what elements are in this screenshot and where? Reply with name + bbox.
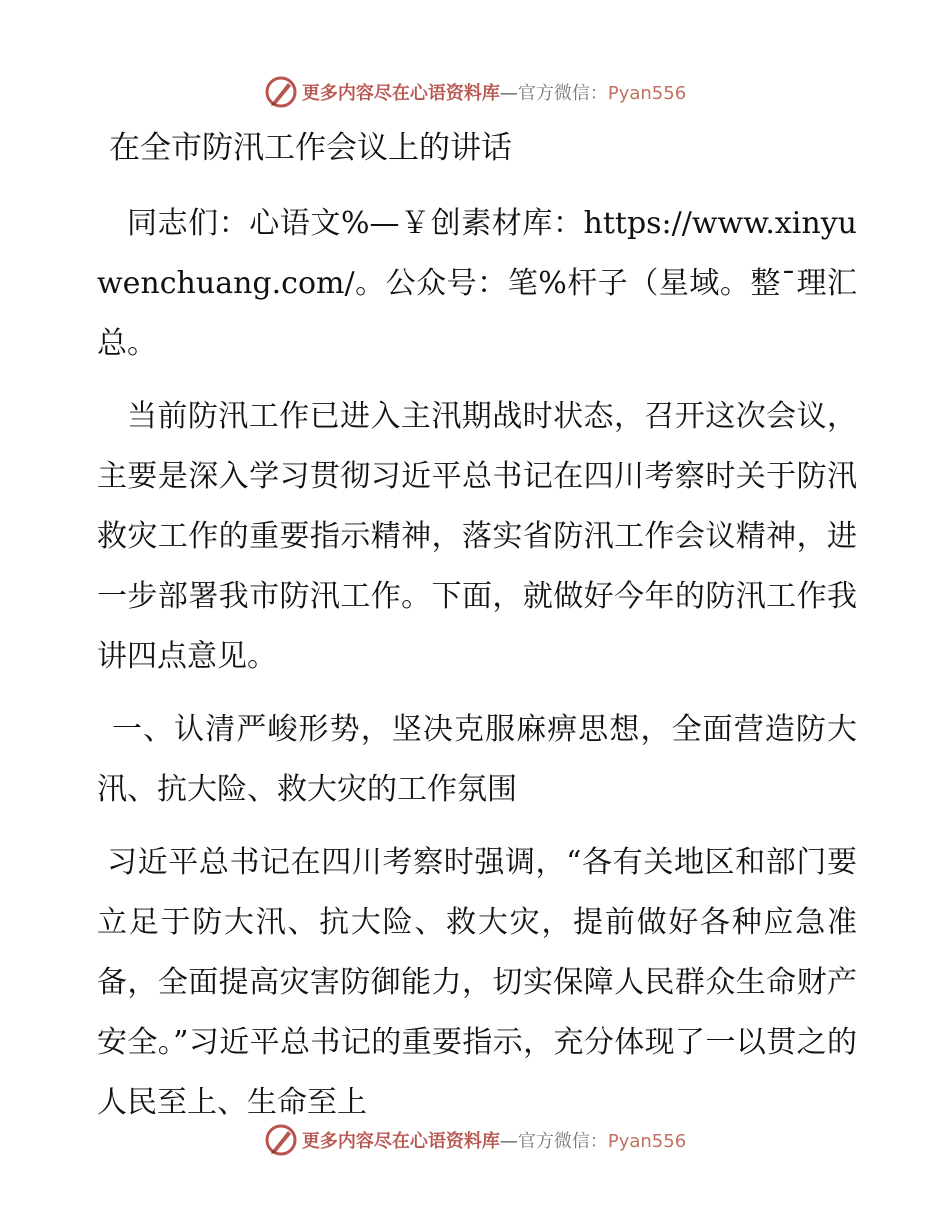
paragraph-body: 习近平总书记在四川考察时强调，“各有关地区和部门要立足于防大汛、抗大险、救大灾，提前做好各种应急准备，全面提高灾害防御能力，切实保障人民群众生命财产安全。”习近平总书记的重要指示，充分体现了一以贯之的人民至上、生命至上 [97,845,857,1120]
footer-banner [0,1120,950,1160]
document-title: 在全市防汛工作会议上的讲话 [109,130,512,166]
paragraph-greeting: 同志们：心语文%—￥创素材库：https://www.xinyuwenchuang.com/。公众号：笔%杆子（星域。整¯理汇总。 [97,206,857,361]
pen-logo-icon [264,1123,298,1157]
banner-text: 更多内容尽在心语资料库—官方微信：Pyan556 [301,83,687,104]
section-heading-1: 一、认清严峻形势，坚决克服麻痹思想，全面营造防大汛、抗大险、救大灾的工作氛围 [97,712,857,807]
banner-text: 更多内容尽在心语资料库—官方微信：Pyan556 [301,1131,687,1152]
paragraph-intro: 当前防汛工作已进入主汛期战时状态，召开这次会议，主要是深入学习贯彻习近平总书记在四川考察时关于防汛救灾工作的重要指示精神，落实省防汛工作会议精神，进一步部署我市防汛工作。下面，就做好今年的防汛工作我讲四点意见。 [97,399,857,674]
header-banner [0,72,950,112]
document-body [97,122,857,1146]
pen-logo-icon [264,75,298,109]
